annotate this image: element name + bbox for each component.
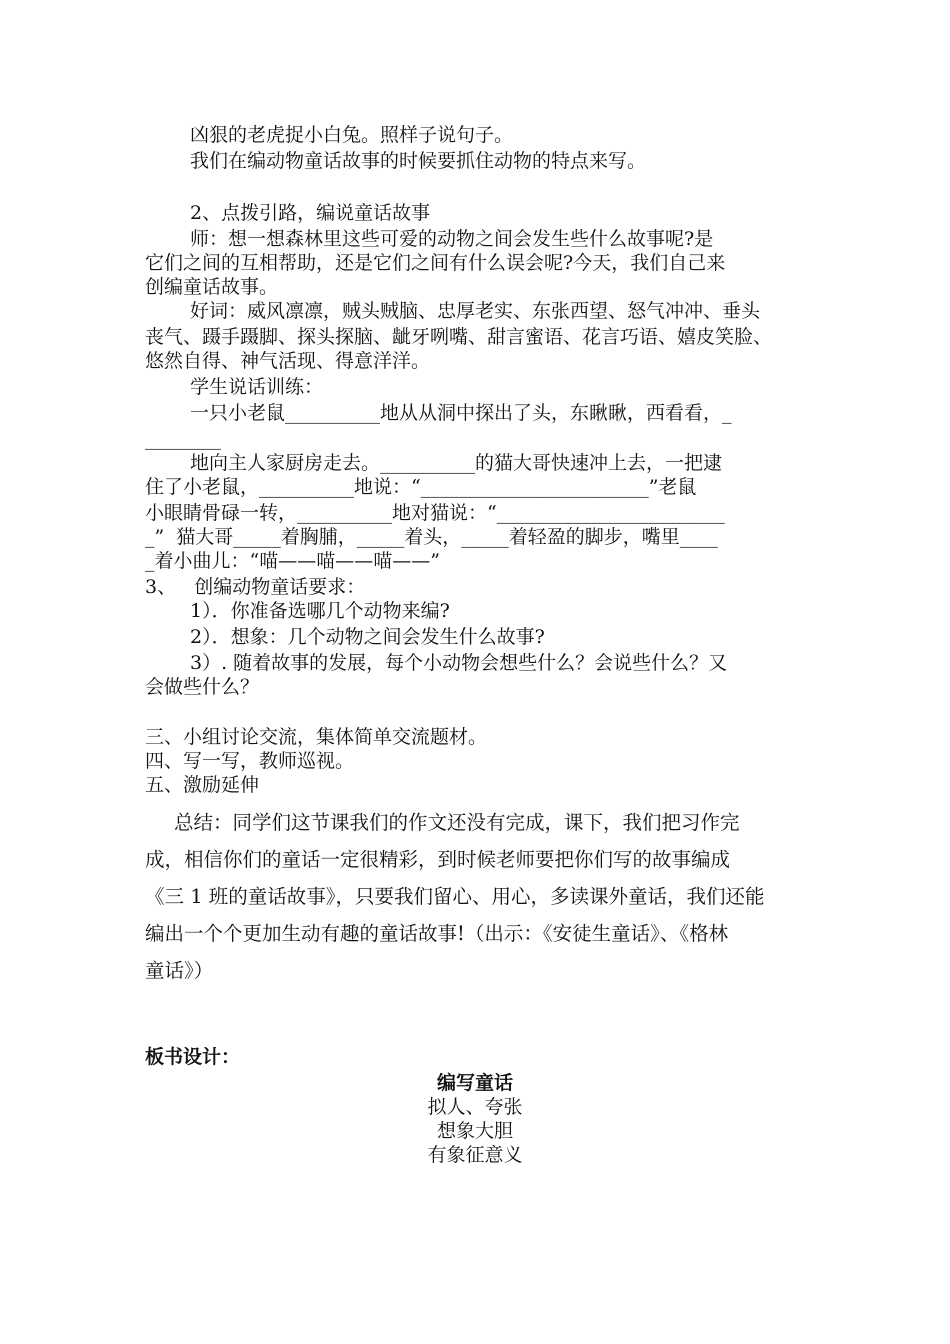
board-line: 有象征意义 xyxy=(427,1144,523,1166)
summary-line: 童话》） xyxy=(145,959,214,982)
text-line: 好词：威风凛凛，贼头贼脑、忠厚老实、东张西望、怒气冲冲、垂头 xyxy=(190,300,761,322)
list-item: 2）．想象：几个动物之间会发生什么故事? xyxy=(190,626,545,648)
list-item: 1）．你准备选哪几个动物来编? xyxy=(190,600,450,622)
text-line: 它们之间的互相帮助，还是它们之间有什么误会呢?今天，我们自己来 xyxy=(145,252,726,274)
text-line: 创编童话故事。 xyxy=(145,276,279,298)
text-line: 丧气、蹑手蹑脚、探头探脑、龇牙咧嘴、甜言蜜语、花言巧语、嬉皮笑脸、 xyxy=(145,326,773,348)
board-line: 拟人、夸张 xyxy=(427,1096,523,1118)
text-line: 凶狠的老虎捉小白兔。照样子说句子。 xyxy=(190,124,514,146)
summary-line: 成，相信你们的童话一定很精彩，到时候老师要把你们写的故事编成 xyxy=(145,848,731,871)
list-item: 3）. 随着故事的发展，每个小动物会想些什么？会说些什么？又 xyxy=(190,652,728,674)
board-design-label: 板书设计： xyxy=(145,1046,241,1068)
section-heading: 三、小组讨论交流，集体简单交流题材。 xyxy=(145,726,488,748)
text-line: 学生说话训练： xyxy=(190,376,324,398)
summary-line: 总结：同学们这节课我们的作文还没有完成，课下，我们把习作完 xyxy=(174,811,740,834)
text-line: 会做些什么？ xyxy=(145,676,260,698)
summary-line: 《三 1 班的童话故事》，只要我们留心、用心，多读课外童话，我们还能 xyxy=(145,885,765,908)
text-line: 我们在编动物童话故事的时候要抓住动物的特点来写。 xyxy=(190,150,647,172)
section-heading: 四、写一写，教师巡视。 xyxy=(145,750,355,772)
section-heading: 五、激励延伸 xyxy=(145,774,260,796)
text-line: ________ xyxy=(145,428,221,450)
text-line: 地向主人家厨房走去。__________的猫大哥快速冲上去，一把逮 xyxy=(190,452,723,474)
text-line: 一只小老鼠__________地从从洞中探出了头，东瞅瞅，西看看，_ xyxy=(190,402,732,424)
text-line: 悠然自得、神气活现、得意洋洋。 xyxy=(145,350,431,372)
section-heading: 3、 创编动物童话要求： xyxy=(145,576,366,598)
text-line: 师：想一想森林里这些可爱的动物之间会发生些什么故事呢?是 xyxy=(190,228,714,250)
summary-line: 编出一个个更加生动有趣的童话故事!（出示：《安徒生童话》、《格林 xyxy=(145,922,729,945)
text-line: _” 猫大哥_____着胸脯，_____着头，_____着轻盈的脚步，嘴里____ xyxy=(145,526,718,548)
text-line: _着小曲儿：“喵——喵——喵——” xyxy=(145,550,440,572)
section-heading: 2、点拨引路，编说童话故事 xyxy=(190,202,431,224)
board-line: 想象大胆 xyxy=(436,1120,513,1142)
text-line: 小眼睛骨碌一转，__________地对猫说：“________________________ xyxy=(145,502,725,524)
text-line: 住了小老鼠，__________地说：“________________________”老鼠 xyxy=(145,476,697,498)
board-title: 编写童话 xyxy=(436,1072,513,1094)
